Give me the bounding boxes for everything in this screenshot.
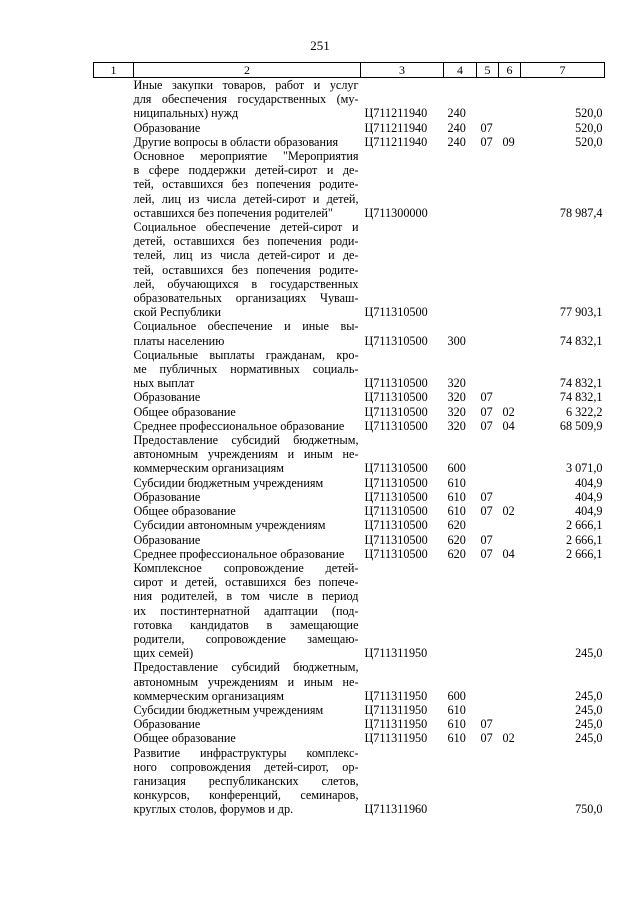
table-row <box>94 348 605 391</box>
row-name-cell <box>134 660 361 703</box>
section-cell <box>477 703 499 717</box>
section-cell: 07 <box>480 546 493 561</box>
row-name-line: коммерческим организациям <box>133 688 284 703</box>
section-cell: 07 <box>480 390 493 405</box>
table-row <box>94 703 605 717</box>
expense-type-cell: 300 <box>447 333 466 348</box>
section-cell: 07 <box>480 532 493 547</box>
amount-cell: 245,0 <box>575 731 603 746</box>
row-number-cell <box>94 703 134 717</box>
row-name-line: Предоставление субсидий бюджетным, <box>133 433 359 448</box>
target-code-cell: Ц711311950 <box>364 702 428 717</box>
table-row <box>94 78 605 121</box>
row-name-line: Предоставление субсидий бюджетным, <box>133 660 359 675</box>
target-code-cell: Ц711211940 <box>364 134 428 149</box>
table-row <box>94 319 605 347</box>
expense-type-cell <box>444 220 477 319</box>
row-number-cell <box>94 121 134 135</box>
row-name-line: Образование <box>133 120 201 135</box>
row-number-cell <box>94 746 134 817</box>
subsection-cell <box>499 476 521 490</box>
section-cell: 07 <box>480 504 493 519</box>
expense-type-cell: 320 <box>447 376 466 391</box>
subsection-cell <box>499 348 521 391</box>
row-name-line: круглых столов, форумов и др. <box>133 802 294 817</box>
row-number-cell <box>94 660 134 703</box>
row-name-line: Социальные выплаты гражданам, кро- <box>133 347 359 362</box>
amount-cell: 3 071,0 <box>565 461 603 476</box>
row-name-line: Среднее профессиональное образование <box>133 418 345 433</box>
table-row <box>94 561 605 660</box>
target-code-cell: Ц711311950 <box>364 731 428 746</box>
row-name-line: лей, лиц из числа детей-сирот и детей, <box>133 191 359 206</box>
section-cell <box>477 518 499 532</box>
target-code-cell: Ц711310500 <box>364 418 428 433</box>
amount-cell: 245,0 <box>575 702 603 717</box>
row-number-cell <box>94 419 134 433</box>
subsection-cell <box>499 746 521 817</box>
row-name-line: оставшихся без попечения родителей" <box>133 205 333 220</box>
target-code-cell: Ц711310500 <box>364 333 428 348</box>
row-name-line: коммерческим организациям <box>133 461 284 476</box>
target-code-cell: Ц711310500 <box>364 532 428 547</box>
table-row <box>94 731 605 745</box>
table-row <box>94 433 605 476</box>
row-name-line: детей, оставшихся без попечения роди- <box>133 234 359 249</box>
subsection-cell: 04 <box>502 546 515 561</box>
section-cell: 07 <box>480 489 493 504</box>
row-name-line: ме публичных нормативных социаль- <box>133 362 359 377</box>
section-cell <box>477 561 499 660</box>
row-name-cell <box>134 433 361 476</box>
amount-cell: 520,0 <box>575 134 603 149</box>
row-name-line: ных выплат <box>133 376 195 391</box>
target-code-cell: Ц711300000 <box>364 205 428 220</box>
target-code-cell: Ц711310500 <box>364 376 428 391</box>
row-name-cell <box>134 220 361 319</box>
section-cell <box>477 348 499 391</box>
row-name-line: Образование <box>133 390 201 405</box>
budget-table <box>93 62 605 817</box>
row-name-line: Основное мероприятие "Мероприятия <box>133 149 359 164</box>
row-name-cell <box>134 78 361 121</box>
section-cell <box>477 433 499 476</box>
table-row <box>94 121 605 135</box>
table-row <box>94 419 605 433</box>
row-name-line: ской Республики <box>133 305 222 320</box>
expense-type-cell: 620 <box>447 546 466 561</box>
row-name-cell <box>134 533 361 547</box>
row-name-line: лей, обучающихся в государственных <box>133 276 359 291</box>
expense-type-cell: 610 <box>447 731 466 746</box>
target-code-cell: Ц711310500 <box>364 475 428 490</box>
target-code-cell: Ц711310500 <box>364 461 428 476</box>
row-name-line: ганизация республиканских слетов, <box>133 773 359 788</box>
row-number-cell <box>94 149 134 220</box>
section-cell: 07 <box>480 418 493 433</box>
row-number-cell <box>94 490 134 504</box>
row-name-cell <box>134 518 361 532</box>
row-name-line: щих семей) <box>133 646 194 661</box>
row-name-line: Социальное обеспечение детей-сирот и <box>133 220 359 235</box>
target-code-cell: Ц711310500 <box>364 546 428 561</box>
row-name-line: автономным учреждениям и иным не- <box>133 447 359 462</box>
table-row <box>94 717 605 731</box>
amount-cell: 245,0 <box>575 717 603 732</box>
expense-type-cell: 320 <box>447 390 466 405</box>
row-number-cell <box>94 504 134 518</box>
expense-type-cell <box>444 561 477 660</box>
target-code-cell: Ц711311960 <box>364 802 428 817</box>
row-name-line: Субсидии бюджетным учреждениям <box>133 475 324 490</box>
section-cell: 07 <box>480 731 493 746</box>
section-cell <box>477 746 499 817</box>
table-row <box>94 405 605 419</box>
target-code-cell: Ц711311950 <box>364 646 428 661</box>
expense-type-cell: 610 <box>447 702 466 717</box>
row-name-line: Комплексное сопровождение детей- <box>133 560 359 575</box>
table-row <box>94 149 605 220</box>
row-name-line: Другие вопросы в области образования <box>133 134 339 149</box>
table-row <box>94 547 605 561</box>
row-name-line: Социальное обеспечение и иные вы- <box>133 319 359 334</box>
row-number-cell <box>94 518 134 532</box>
amount-cell: 404,9 <box>575 504 603 519</box>
row-name-line: Развитие инфраструктуры комплекс- <box>133 745 359 760</box>
row-number-cell <box>94 547 134 561</box>
row-name-line: Образование <box>133 717 201 732</box>
row-name-line: Образование <box>133 532 201 547</box>
row-name-line: Субсидии бюджетным учреждениям <box>133 702 324 717</box>
row-name-line: Общее образование <box>133 504 236 519</box>
subsection-cell <box>499 220 521 319</box>
section-cell: 07 <box>480 134 493 149</box>
table-row <box>94 390 605 404</box>
table-row <box>94 490 605 504</box>
subsection-cell <box>499 319 521 347</box>
amount-cell: 74 832,1 <box>559 333 603 348</box>
expense-type-cell: 600 <box>447 461 466 476</box>
row-name-line: образовательных организациях Чуваш- <box>133 291 359 306</box>
section-cell <box>477 220 499 319</box>
amount-cell: 74 832,1 <box>559 390 603 405</box>
row-name-cell <box>134 390 361 404</box>
row-name-line: автономным учреждениям и иным не- <box>133 674 359 689</box>
section-cell <box>477 149 499 220</box>
row-name-cell <box>134 405 361 419</box>
section-cell <box>477 660 499 703</box>
amount-cell: 404,9 <box>575 489 603 504</box>
row-number-cell <box>94 533 134 547</box>
table-row <box>94 220 605 319</box>
section-cell: 07 <box>480 120 493 135</box>
row-name-line: конкурсов, конференций, семинаров, <box>133 788 359 803</box>
amount-cell: 245,0 <box>575 688 603 703</box>
amount-cell: 6 322,2 <box>565 404 603 419</box>
subsection-cell <box>499 533 521 547</box>
amount-cell: 520,0 <box>575 120 603 135</box>
table-row <box>94 476 605 490</box>
row-name-line: готовка кандидатов в замещающие <box>133 617 359 632</box>
row-name-cell <box>134 149 361 220</box>
amount-cell: 68 509,9 <box>559 418 603 433</box>
column-header: 1 <box>94 63 134 78</box>
row-number-cell <box>94 433 134 476</box>
row-name-cell <box>134 348 361 391</box>
row-number-cell <box>94 405 134 419</box>
row-number-cell <box>94 476 134 490</box>
expense-type-cell: 610 <box>447 504 466 519</box>
row-name-cell <box>134 476 361 490</box>
row-name-line: Субсидии автономным учреждениям <box>133 518 326 533</box>
amount-cell: 2 666,1 <box>565 532 603 547</box>
row-number-cell <box>94 731 134 745</box>
target-code-cell: Ц711311950 <box>364 717 428 732</box>
row-name-cell <box>134 135 361 149</box>
row-name-line: платы населению <box>133 333 225 348</box>
row-name-cell <box>134 547 361 561</box>
subsection-cell <box>499 703 521 717</box>
amount-cell: 2 666,1 <box>565 546 603 561</box>
expense-type-cell: 320 <box>447 418 466 433</box>
row-name-cell <box>134 490 361 504</box>
expense-type-cell: 240 <box>447 134 466 149</box>
expense-type-cell: 620 <box>447 518 466 533</box>
table-row <box>94 746 605 817</box>
section-cell <box>477 319 499 347</box>
amount-cell: 78 987,4 <box>559 205 603 220</box>
subsection-cell <box>499 561 521 660</box>
row-number-cell <box>94 319 134 347</box>
row-name-line: тей, оставшихся без попечения родите- <box>133 177 359 192</box>
row-name-cell <box>134 121 361 135</box>
subsection-cell <box>499 660 521 703</box>
target-code-cell: Ц711310500 <box>364 404 428 419</box>
expense-type-cell: 610 <box>447 489 466 504</box>
row-name-line: Образование <box>133 489 201 504</box>
row-name-cell <box>134 319 361 347</box>
target-code-cell: Ц711310500 <box>364 390 428 405</box>
row-number-cell <box>94 348 134 391</box>
column-header: 5 <box>477 63 499 78</box>
subsection-cell <box>499 433 521 476</box>
expense-type-cell: 320 <box>447 404 466 419</box>
subsection-cell: 02 <box>502 731 515 746</box>
row-name-cell <box>134 504 361 518</box>
column-header: 2 <box>134 63 361 78</box>
amount-cell: 2 666,1 <box>565 518 603 533</box>
row-name-line: телей, лиц из числа детей-сирот и де- <box>133 248 359 263</box>
column-header: 7 <box>521 63 605 78</box>
row-name-cell <box>134 561 361 660</box>
subsection-cell <box>499 518 521 532</box>
row-name-cell <box>134 703 361 717</box>
row-name-cell <box>134 731 361 745</box>
subsection-cell <box>499 149 521 220</box>
amount-cell: 245,0 <box>575 646 603 661</box>
amount-cell: 77 903,1 <box>559 305 603 320</box>
row-name-line: Общее образование <box>133 731 236 746</box>
row-name-line: ниципальных) нужд <box>133 106 239 121</box>
target-code-cell: Ц711211940 <box>364 120 428 135</box>
section-cell: 07 <box>480 717 493 732</box>
row-name-line: Иные закупки товаров, работ и услуг <box>133 78 359 92</box>
amount-cell: 520,0 <box>575 106 603 121</box>
row-name-cell <box>134 746 361 817</box>
target-code-cell: Ц711311950 <box>364 688 428 703</box>
subsection-cell: 02 <box>502 404 515 419</box>
expense-type-cell: 610 <box>447 717 466 732</box>
row-name-cell <box>134 717 361 731</box>
row-name-line: сирот и детей, оставшихся без попече- <box>133 575 359 590</box>
row-name-line: в сфере поддержки детей-сирот и де- <box>133 163 359 178</box>
expense-type-cell <box>444 746 477 817</box>
row-name-line: ного сопровождения детей-сирот, ор- <box>133 759 359 774</box>
row-name-line: для обеспечения государственных (му- <box>133 92 359 107</box>
amount-cell: 404,9 <box>575 475 603 490</box>
column-header: 3 <box>361 63 444 78</box>
section-cell: 07 <box>480 404 493 419</box>
expense-type-cell: 600 <box>447 688 466 703</box>
row-name-line: родители, сопровождение замещаю- <box>133 631 359 646</box>
row-name-line: тей, оставшихся без попечения родите- <box>133 262 359 277</box>
subsection-cell <box>499 490 521 504</box>
row-number-cell <box>94 135 134 149</box>
subsection-cell <box>499 717 521 731</box>
target-code-cell: Ц711310500 <box>364 489 428 504</box>
table-row <box>94 504 605 518</box>
target-code-cell: Ц711211940 <box>364 106 428 121</box>
table-body <box>94 78 605 817</box>
expense-type-cell: 610 <box>447 475 466 490</box>
expense-type-cell: 620 <box>447 532 466 547</box>
row-number-cell <box>94 78 134 121</box>
target-code-cell: Ц711310500 <box>364 305 428 320</box>
table-row <box>94 533 605 547</box>
page-number: 251 <box>310 38 330 53</box>
table-row <box>94 660 605 703</box>
row-number-cell <box>94 220 134 319</box>
subsection-cell: 02 <box>502 504 515 519</box>
row-name-line: Среднее профессиональное образование <box>133 546 345 561</box>
row-number-cell <box>94 717 134 731</box>
amount-cell: 750,0 <box>575 802 603 817</box>
column-header: 4 <box>444 63 477 78</box>
section-cell <box>477 476 499 490</box>
expense-type-cell <box>444 149 477 220</box>
amount-cell: 74 832,1 <box>559 376 603 391</box>
subsection-cell: 04 <box>502 418 515 433</box>
row-name-line: их постинтернатной адаптации (под- <box>133 603 359 618</box>
section-cell <box>477 78 499 121</box>
target-code-cell: Ц711310500 <box>364 504 428 519</box>
subsection-cell <box>499 390 521 404</box>
row-name-cell <box>134 419 361 433</box>
subsection-cell: 09 <box>502 134 515 149</box>
row-name-line: Общее образование <box>133 404 236 419</box>
column-number-row <box>94 63 605 78</box>
table-row <box>94 518 605 532</box>
subsection-cell <box>499 121 521 135</box>
row-name-line: ния родителей, в том числе в период <box>133 589 359 604</box>
row-number-cell <box>94 390 134 404</box>
expense-type-cell: 240 <box>447 106 466 121</box>
target-code-cell: Ц711310500 <box>364 518 428 533</box>
column-header: 6 <box>499 63 521 78</box>
expense-type-cell: 240 <box>447 120 466 135</box>
table-row <box>94 135 605 149</box>
row-number-cell <box>94 561 134 660</box>
subsection-cell <box>499 78 521 121</box>
